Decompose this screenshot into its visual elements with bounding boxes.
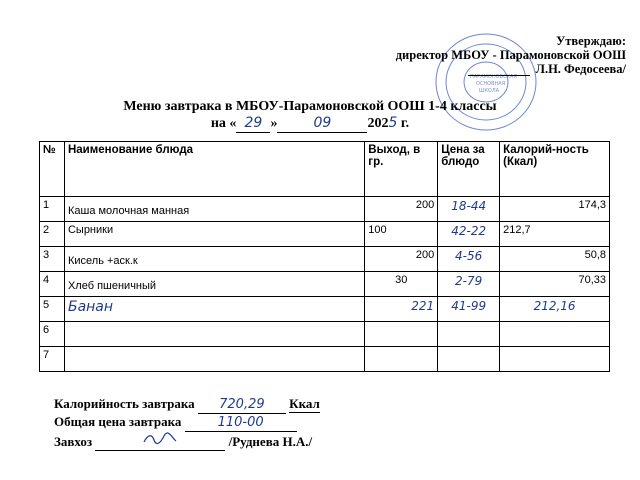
dish-price: 2-79	[438, 272, 500, 297]
dish-output: 221	[365, 297, 438, 322]
dish-name	[64, 347, 364, 372]
title-date	[0, 115, 620, 133]
price-label: Общая цена завтрака	[54, 414, 182, 429]
approval-position: директор МБОУ - Парамоновской ООШ	[395, 48, 626, 62]
document-title	[0, 98, 620, 133]
dish-name: Сырники	[64, 222, 364, 247]
approval-signature-row	[396, 62, 626, 76]
dish-calories: 174,3	[500, 197, 610, 222]
manager-signature	[95, 432, 225, 451]
row-number: 6	[40, 322, 65, 347]
dish-price: 42-22	[438, 222, 500, 247]
dish-price	[438, 322, 500, 347]
date-year-end: г.	[397, 116, 410, 131]
price-total-row	[54, 414, 320, 432]
svg-text:ПАРАМОНОВСКАЯ: ПАРАМОНОВСКАЯ	[470, 74, 517, 80]
dish-name: Хлеб пшеничный	[64, 272, 364, 297]
calories-unit: Ккал	[289, 396, 320, 411]
dish-output	[365, 347, 438, 372]
svg-text:ШКОЛА: ШКОЛА	[479, 88, 500, 94]
dish-price	[438, 347, 500, 372]
row-number: 5	[40, 297, 65, 322]
header-calories: Калорий-ность (Ккал)	[500, 142, 610, 197]
dish-calories: 212,16	[500, 297, 610, 322]
calories-label: Калорийность завтрака	[54, 396, 195, 411]
dish-calories	[500, 347, 610, 372]
director-name: Л.Н. Федосеева/	[535, 62, 626, 76]
calories-value: 720,29	[198, 397, 286, 414]
signature-line	[468, 64, 530, 76]
date-day: 29	[236, 115, 270, 133]
date-year-prefix: 202	[367, 116, 389, 131]
row-number: 2	[40, 222, 65, 247]
dish-calories	[500, 322, 610, 347]
dish-price: 18-44	[438, 197, 500, 222]
svg-text:ОСНОВНАЯ: ОСНОВНАЯ	[476, 81, 506, 87]
date-month: 09	[277, 115, 367, 133]
table-row	[40, 222, 610, 247]
title-line: Меню завтрака в МБОУ-Парамоновской ООШ 1-4 классы	[123, 99, 497, 114]
dish-name: Каша молочная манная	[64, 197, 364, 222]
date-mid: »	[270, 116, 278, 131]
signature-scribble	[140, 432, 180, 446]
dish-calories: 212,7	[500, 222, 610, 247]
header-dish-name: Наименование блюда	[64, 142, 364, 197]
dish-calories: 70,33	[500, 272, 610, 297]
header-price: Цена за блюдо	[438, 142, 500, 197]
dish-name	[64, 322, 364, 347]
dish-name: Банан	[64, 297, 364, 322]
header-number: №	[40, 142, 65, 197]
manager-name: /Руднева Н.А./	[228, 434, 313, 449]
dish-price: 41-99	[438, 297, 500, 322]
footer-totals	[54, 396, 320, 451]
row-number: 1	[40, 197, 65, 222]
dish-output	[365, 322, 438, 347]
approval-block	[396, 34, 626, 76]
table-row	[40, 297, 610, 322]
manager-label: Завхоз	[54, 434, 93, 449]
calories-total-row	[54, 396, 320, 414]
table-row	[40, 322, 610, 347]
date-year-suffix: 5	[388, 115, 398, 131]
dish-price: 4-56	[438, 247, 500, 272]
table-row	[40, 347, 610, 372]
menu-table	[39, 141, 610, 372]
table-row	[40, 247, 610, 272]
table-row	[40, 197, 610, 222]
dish-output: 200	[365, 197, 438, 222]
row-number: 4	[40, 272, 65, 297]
table-header-row	[40, 142, 610, 197]
date-prefix: на «	[210, 116, 237, 131]
dish-output: 100	[365, 222, 438, 247]
price-value: 110-00	[185, 415, 297, 432]
manager-row	[54, 432, 320, 451]
row-number: 7	[40, 347, 65, 372]
dish-output: 30	[365, 272, 438, 297]
dish-name: Кисель +аск.к	[64, 247, 364, 272]
dish-calories: 50,8	[500, 247, 610, 272]
approval-heading: Утверждаю:	[556, 34, 626, 48]
header-output: Выход, в гр.	[365, 142, 438, 197]
dish-output: 200	[365, 247, 438, 272]
row-number: 3	[40, 247, 65, 272]
table-row	[40, 272, 610, 297]
